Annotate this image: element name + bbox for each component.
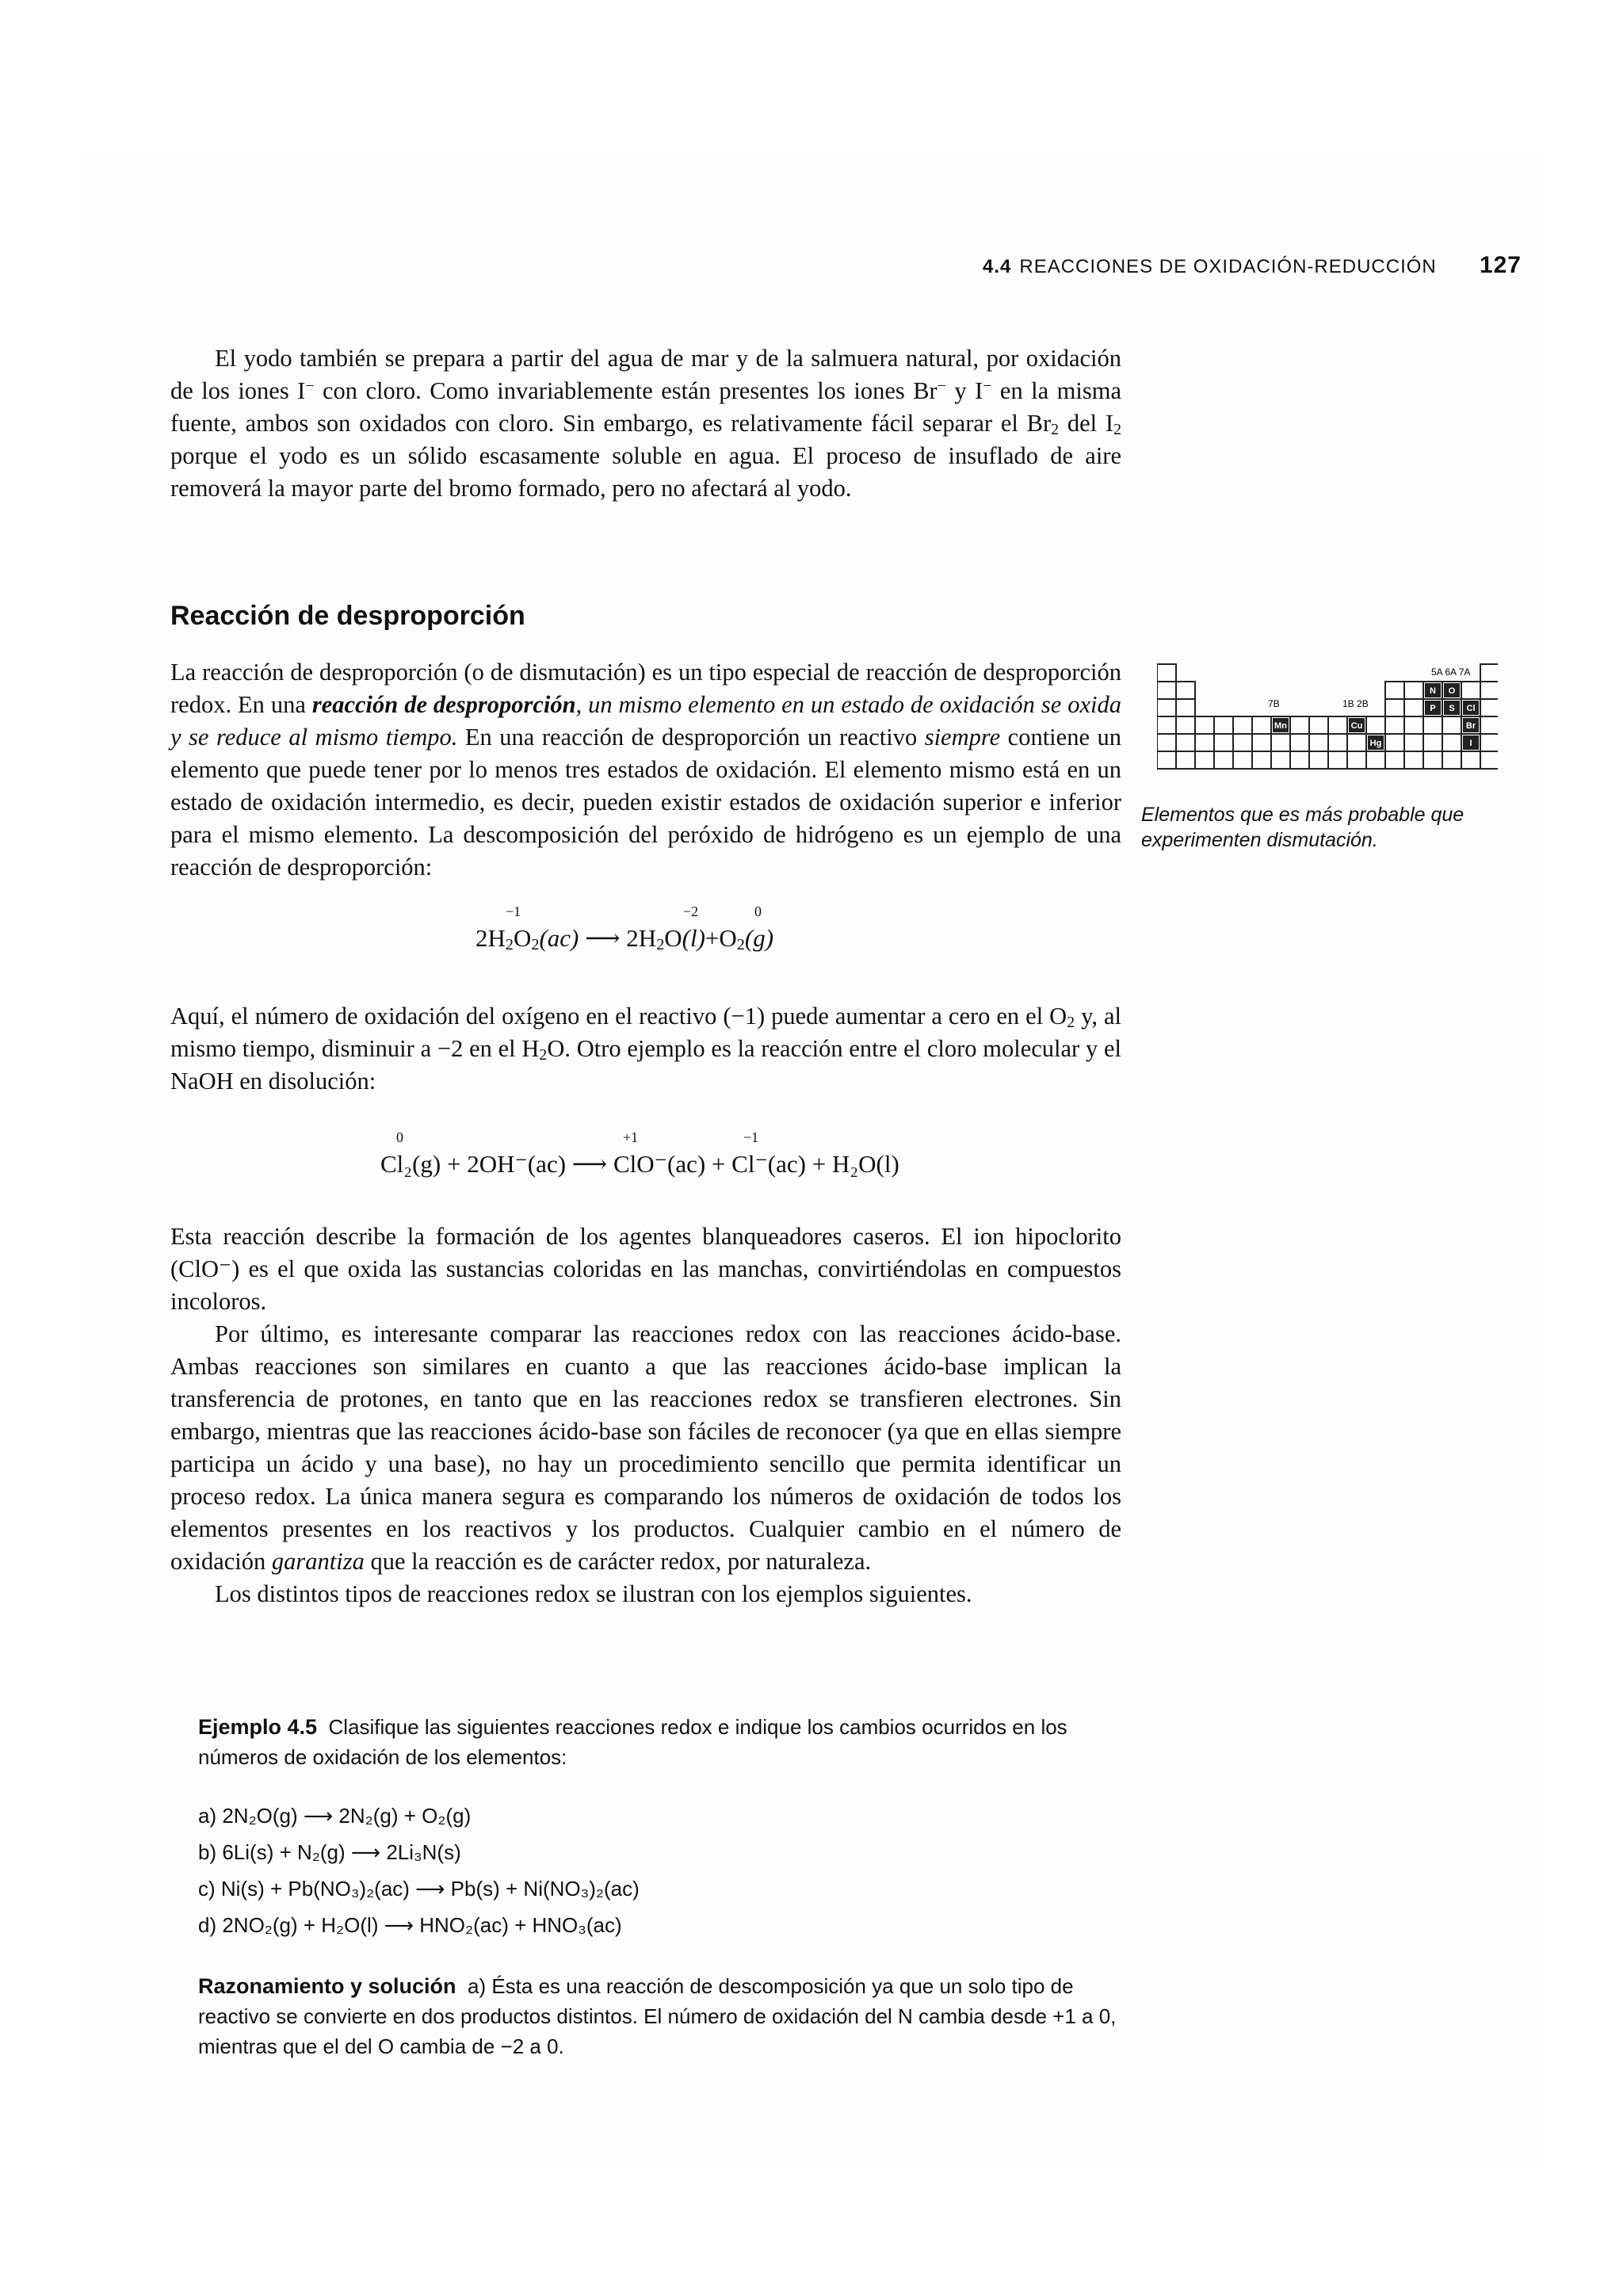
table-cell	[1404, 716, 1423, 734]
paragraph-6: Los distintos tipos de reacciones redox se ilustran con los ejemplos siguientes.	[215, 1580, 972, 1607]
paragraph-5: Por último, es interesante comparar las reacciones redox con las reacciones ácido-base. Ambas reacciones son similares en cuanto a que las reacciones ácido-base implican la transferencia de protones, en tanto que en las reacciones redox se transfieren electrones. Sin embargo, mientras que las reacciones ácido-base son fáciles de reconocer (ya que en ellas siempre participa un ácido y una base), no hay un procedimiento sencillo que permita identificar un proceso redox. La única manera segura es comparando los números de oxidación de todos los elementos presentes en los reactivos y los productos. Cualquier cambio en el número de oxidación garantiza que la reacción es de carácter redox, por naturaleza. Los distintos tipos de reacciones redox se ilustran con los ejemplos siguientes.	[170, 1318, 1121, 1610]
table-cell	[1176, 716, 1195, 734]
solution-text: a) Ésta es una reacción de descomposición ya que un solo tipo de reactivo se convierte en dos productos distintos. El número de oxidación del N cambia desde +1 a 0, mientras que el del O cambia de −2 a 0.	[198, 1974, 1117, 2058]
table-cell	[1252, 734, 1271, 751]
element-symbol: S	[1449, 704, 1455, 713]
table-cell	[1157, 716, 1176, 734]
section-number: 4.4	[983, 256, 1012, 277]
paragraph-2: La reacción de desproporción (o de dismutación) es un tipo especial de reacción de desproporción redox. En una reacción de desproporción, un mismo elemento en un estado de oxidación se oxida y se reduce al mismo tiempo. En una reacción de desproporción un reactivo siempre contiene un elemento que puede tener por lo menos tres estados de oxidación. El elemento mismo está en un estado de oxidación intermedio, es decir, pueden existir estados de oxidación superior e inferior para el mismo elemento. La descomposición del peróxido de hidrógeno es un ejemplo de una reacción de desproporción:	[170, 659, 1121, 881]
table-cell	[1404, 751, 1423, 769]
table-cell	[1404, 699, 1423, 716]
group-labels-b: 1B 2B	[1342, 698, 1369, 709]
paragraph-3: Aquí, el número de oxidación del oxígeno en el reactivo (−1) puede aumentar a cero en el $O_2$ y, al mismo tiempo, disminuir a −2 en el $H_2O$. Otro ejemplo es la reacción entre el cloro molecular y el NaOH en disolución:	[170, 1003, 1122, 1095]
table-cell	[1442, 716, 1461, 734]
table-cell	[1480, 716, 1498, 734]
table-cell	[1290, 716, 1309, 734]
table-cell	[1271, 751, 1290, 769]
table-cell	[1214, 734, 1233, 751]
table-cell	[1480, 664, 1498, 682]
example-prompt: Clasifique las siguientes reacciones redox e indique los cambios ocurridos en los números de oxidación de los elementos:	[198, 1715, 1067, 1769]
table-cell	[1195, 734, 1214, 751]
table-cell	[1233, 751, 1252, 769]
table-cell	[1233, 716, 1252, 734]
solution-block	[198, 1971, 1117, 2061]
table-cell	[1195, 751, 1214, 769]
table-cell	[1385, 716, 1404, 734]
element-symbol: I	[1469, 739, 1472, 748]
table-cell	[1328, 734, 1347, 751]
reaction-item: a) 2N₂O(g) ⟶ 2N₂(g) + O₂(g)	[198, 1804, 472, 1828]
table-cell	[1461, 751, 1480, 769]
paragraph-4: Esta reacción describe la formación de los agentes blanqueadores caseros. El ion hipoclorito (ClO⁻) es el que oxida las sustancias coloridas en las manchas, convirtiéndolas en compuestos incoloros.	[170, 1223, 1121, 1315]
element-symbol: O	[1448, 686, 1456, 696]
table-cell	[1252, 716, 1271, 734]
table-cell	[1176, 699, 1195, 716]
table-cell	[1404, 734, 1423, 751]
table-cell	[1442, 751, 1461, 769]
page-number: 127	[1479, 252, 1522, 278]
table-cell	[1385, 682, 1404, 699]
table-cell	[1176, 682, 1195, 699]
table-cell	[1347, 734, 1366, 751]
reaction-item: d) 2NO₂(g) + H₂O(l) ⟶ HNO₂(ac) + HNO₃(ac)	[198, 1913, 622, 1937]
table-cell	[1442, 734, 1461, 751]
element-symbol: Cu	[1350, 721, 1363, 731]
table-cell	[1176, 751, 1195, 769]
equation-chlorine: 0 +1 −1 Cl₂(g) + 2OH⁻(ac) ⟶ ClO⁻(ac) + Cl⁻(ac) + H₂O(l)	[380, 1129, 899, 1178]
table-cell	[1385, 734, 1404, 751]
table-cell	[1366, 716, 1385, 734]
section-heading: Reacción de desproporción	[170, 601, 525, 631]
element-symbol: N	[1430, 686, 1436, 696]
table-cell	[1157, 751, 1176, 769]
table-cell	[1385, 751, 1404, 769]
table-cell	[1309, 716, 1328, 734]
table-cell	[1461, 682, 1480, 699]
table-cell	[1157, 734, 1176, 751]
equation-peroxide: −1 −2 0 $2H_2O_2(ac)$ ⟶ $2H_2O(l)+O_2(g)$	[475, 904, 774, 953]
table-cell	[1157, 664, 1176, 682]
table-cell	[1290, 751, 1309, 769]
table-cell	[1157, 682, 1176, 699]
table-cell	[1347, 751, 1366, 769]
solution-label: Razonamiento y solución	[198, 1974, 456, 1998]
table-cell	[1214, 716, 1233, 734]
table-cell	[1423, 734, 1442, 751]
table-cell	[1328, 716, 1347, 734]
reaction-item: c) Ni(s) + Pb(NO₃)₂(ac) ⟶ Pb(s) + Ni(NO₃)₂(ac)	[198, 1877, 640, 1901]
table-cell	[1480, 699, 1498, 716]
table-cell	[1290, 734, 1309, 751]
running-header	[983, 252, 1522, 279]
reaction-list	[198, 1797, 640, 1943]
table-cell	[1480, 682, 1498, 699]
example-label: Ejemplo 4.5	[198, 1715, 318, 1739]
element-symbol: Mn	[1274, 721, 1287, 731]
example-block	[198, 1712, 1117, 1772]
table-cell	[1480, 734, 1498, 751]
table-cell	[1214, 751, 1233, 769]
element-symbol: Br	[1465, 721, 1476, 731]
element-symbol: P	[1430, 704, 1436, 713]
table-cell	[1404, 682, 1423, 699]
group-labels-a: 5A 6A 7A	[1431, 667, 1471, 678]
table-cell	[1328, 751, 1347, 769]
figure-caption: Elementos que es más probable que experimenten dismutación.	[1141, 804, 1465, 851]
paragraph-1: El yodo también se prepara a partir del agua de mar y de la salmuera natural, por oxidación de los iones I− con cloro. Como invariablemente están presentes los iones Br− y I− en la misma fuente, ambos son oxidados con cloro. Sin embargo, es relativamente fácil separar el $Br_2$ del $I_2$ porque el yodo es un sólido escasamente soluble en agua. El proceso de insuflado de aire removerá la mayor parte del bromo formado, pero no afectará al yodo.	[170, 345, 1121, 502]
section-title: REACCIONES DE OXIDACIÓN-REDUCCIÓN	[1019, 256, 1437, 277]
key-term: reacción de desproporción	[311, 691, 576, 718]
table-cell	[1385, 699, 1404, 716]
table-cell	[1423, 751, 1442, 769]
table-cell	[1195, 716, 1214, 734]
table-cell	[1309, 751, 1328, 769]
table-cell	[1366, 751, 1385, 769]
periodic-table-figure	[1157, 658, 1498, 793]
table-cell	[1157, 699, 1176, 716]
table-cell	[1252, 751, 1271, 769]
table-cell	[1176, 734, 1195, 751]
element-symbol: Cl	[1466, 704, 1476, 713]
element-symbol: Hg	[1369, 739, 1382, 748]
group-label-7b: 7B	[1268, 698, 1280, 709]
table-cell	[1480, 751, 1498, 769]
table-cell	[1309, 734, 1328, 751]
table-cell	[1423, 716, 1442, 734]
table-cell	[1271, 734, 1290, 751]
reaction-item: b) 6Li(s) + N₂(g) ⟶ 2Li₃N(s)	[198, 1840, 461, 1864]
table-cell	[1233, 734, 1252, 751]
